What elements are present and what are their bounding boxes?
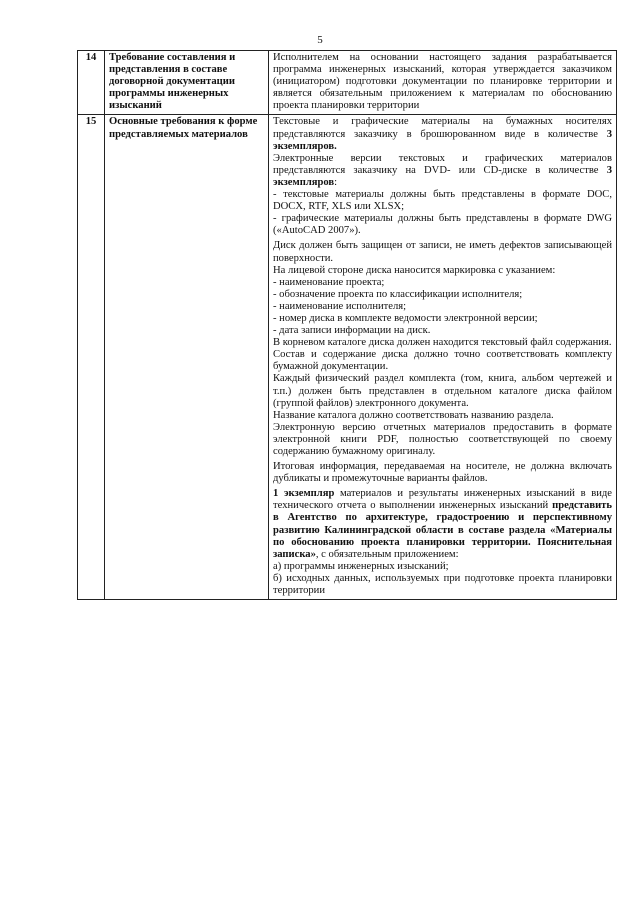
text-run: : [334, 176, 338, 188]
body-paragraph [273, 410, 612, 422]
body-paragraph [273, 373, 612, 409]
body-paragraph [273, 573, 612, 597]
body-paragraph [273, 488, 612, 561]
body-paragraph [273, 301, 612, 313]
text-run: - наименование исполнителя; [273, 300, 407, 312]
text-run: Итоговая информация, передаваемая на носителе, не должна включать дубликаты и промежуточные варианты файлов. [273, 461, 612, 485]
requirements-table [77, 50, 617, 600]
bold-text: представить в Агентство по архитектуре, градостроению и перспективному развитию Калининградской области в составе раздела «Материалы по обоснованию проекта планировки территории. Пояснительная записка» [273, 500, 612, 560]
text-run: Электронную версию отчетных материалов предоставить в формате электронной книги PDF, полностью соответствующей по своему содержанию бумажному оригиналу. [273, 421, 612, 457]
text-run: , с обязательным приложением: [315, 548, 459, 560]
requirement-title: Требование составления и представления в составе договорной документации программы инженерных изысканий [105, 51, 269, 115]
body-paragraph [273, 313, 612, 325]
requirement-title: Основные требования к форме представляемых материалов [105, 115, 269, 600]
body-paragraph [273, 153, 612, 189]
text-run: Название каталога должно соответствовать названию раздела. [273, 409, 554, 421]
text-run: - номер диска в комплекте ведомости электронной версии; [273, 312, 538, 324]
body-paragraph [273, 213, 612, 237]
text-run: На лицевой стороне диска наносится маркировка с указанием: [273, 264, 556, 276]
bold-text: 1 экземпляр [273, 488, 335, 500]
text-run: Электронные версии текстовых и графических материалов представляются заказчику на DVD- или CD-диске в количестве [273, 152, 612, 176]
body-paragraph [273, 265, 612, 277]
text-run: Состав и содержание диска должно точно соответствовать комплекту бумажной документации. [273, 349, 612, 373]
row-number: 15 [78, 115, 105, 600]
requirement-body [269, 115, 617, 600]
text-run: Исполнителем на основании настоящего задания разрабатывается программа инженерных изысканий, которая утверждается заказчиком (инициатором) подготовки документации по планировке территории и является обязательным приложением к материалам по обоснованию проекта планировки территории [273, 52, 612, 112]
text-run: Текстовые и графические материалы на бумажных носителях представляются заказчику в брошюрованном виде в количестве [273, 116, 612, 140]
body-paragraph [273, 52, 612, 112]
page-number: 5 [317, 34, 323, 46]
body-paragraph [273, 240, 612, 264]
bold-text: 3 экземпляров. [273, 128, 612, 152]
table-row [78, 115, 617, 600]
text-run: - наименование проекта; [273, 276, 385, 288]
text-run: - обозначение проекта по классификации исполнителя; [273, 288, 523, 300]
body-paragraph [273, 561, 612, 573]
body-paragraph [273, 277, 612, 289]
text-run: В корневом каталоге диска должен находится текстовый файл содержания. [273, 337, 612, 349]
text-run: материалов и результаты инженерных изысканий в виде технического отчета о выполнении инженерных изысканий [273, 488, 612, 512]
body-paragraph [273, 349, 612, 373]
body-paragraph [273, 461, 612, 485]
body-paragraph [273, 422, 612, 458]
body-paragraph [273, 289, 612, 301]
row-number: 14 [78, 51, 105, 115]
text-run: - графические материалы должны быть представлены в формате DWG («AutoCAD 2007»). [273, 213, 612, 237]
text-run: а) программы инженерных изысканий; [273, 560, 449, 572]
body-paragraph [273, 337, 612, 349]
text-run: Диск должен быть защищен от записи, не иметь дефектов записывающей поверхности. [273, 240, 612, 264]
body-paragraph [273, 325, 612, 337]
text-run: б) исходных данных, используемых при подготовке проекта планировки территории [273, 572, 612, 597]
text-run: - дата записи информации на диск. [273, 325, 431, 337]
text-run: Каждый физический раздел комплекта (том, книга, альбом чертежей и т.п.) должен быть представлен в отдельном каталоге диска файлом (группой файлов) электронного документа. [273, 373, 612, 409]
bold-text: 3 экземпляров [273, 164, 612, 188]
requirement-body [269, 51, 617, 115]
text-run: - текстовые материалы должны быть представлены в формате DOC, DOCX, RTF, XLS или XLSX; [273, 189, 612, 213]
table-row [78, 51, 617, 115]
body-paragraph [273, 116, 612, 152]
body-paragraph [273, 189, 612, 213]
